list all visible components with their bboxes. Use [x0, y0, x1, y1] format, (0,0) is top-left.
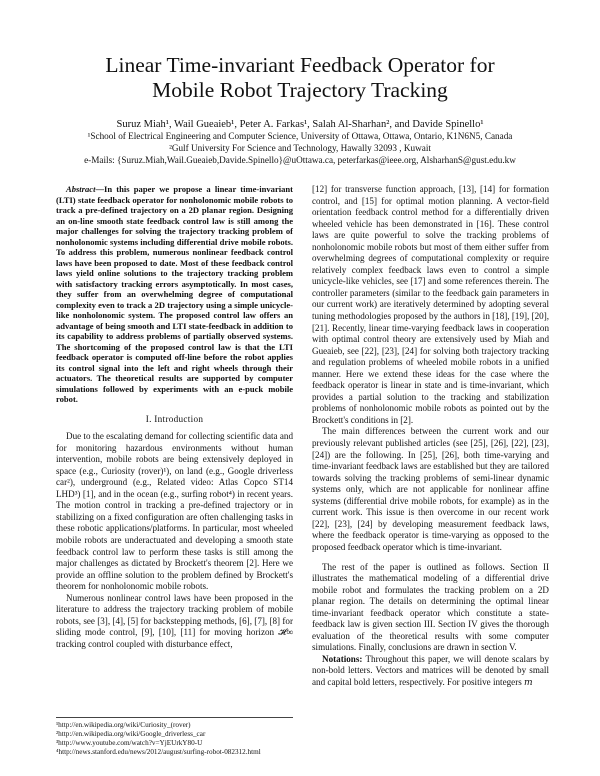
left-column [56, 184, 293, 650]
footnote-2: ²http://en.wikipedia.org/wiki/Google_driverless_car [56, 729, 206, 738]
footnote-1: ¹http://en.wikipedia.org/wiki/Curiosity_(rover) [56, 721, 191, 729]
author-list: Suruz Miah¹, Wail Gueaieb¹, Peter A. Farkas¹, Salah Al-Sharhan², and Davide Spinello¹ [116, 119, 484, 130]
right-paragraph-3: The rest of the paper is outlined as follows. Section II illustrates the mathematical modeling of a differential drive mobile robot and formulates the tracking problem on a 2D planar region. The details on determining the optimal linear time-invariant feedback operator which constitute a state-feedback law is given section III. Section IV gives the thorough evaluation of the theoretical results with some computer simulations. Finally, conclusions are drawn in section V. [312, 561, 549, 653]
affiliation-1: ¹School of Electrical Engineering and Computer Science, University of Ottawa, Ottawa, Ontario, K1N6N5, Canada [87, 131, 513, 141]
title-line-1: Linear Time-invariant Feedback Operator for [105, 53, 495, 77]
right-paragraph-2: The main differences between the current work and our previously relevant published articles (see [25], [26], [22], [23], [24]) are the following. In [25], [26], both time-varying and time-invariant feedback laws are established but they are tailored towards solving the tracking problems of semi-linear dynamic systems only, which are not applicable for nonlinear affine systems (differential drive mobile robots, for example) as in the current work. This issue is then overcome in our recent work [22], [23], [24] by developing measurement feedback laws, where the feedback operator is time-varying as opposed to the proposed feedback operator which is time-invariant. [312, 426, 549, 552]
abstract-lead: Abstract [66, 184, 96, 194]
right-column [312, 184, 549, 689]
intro-paragraph-1: Due to the escalating demand for collecting scientific data and for monitoring hazardous environments without human intervention, mobile robots are being extensively deployed in space (e.g., Curiosity (rover)¹), on land (e.g., Google driverless car²), underground (e.g., Related video: Atlas Copco ST14 LHD³) [1], and in the ocean (e.g., surfing robot⁴) in recent years. The motion control in tracking a pre-defined trajectory or in stabilizing on a fixed configuration are often challenging tasks in these robotic applications/platforms. In particular, most wheeled mobile robots are underactuated and developing a smooth state feedback control law to perform these tasks is still among the major challenges as dictated by Brockett's theorem [2]. Here we provide an offline solution to the problem defined by Brockett's theorem for nonholonomic mobile robots. [56, 431, 294, 592]
paragraph-gap [312, 554, 549, 562]
intro-paragraph-2: Numerous nonlinear control laws have been proposed in the literature to address the trajectory tracking problem of mobile robots, see [3], [4], [5] for backstepping methods, [6], [7], [8] for sliding mode control, [9], [10], [11] for moving horizon 𝓗∞ tracking control coupled with disturbance effect, [56, 592, 293, 649]
affiliation-2: ²Gulf University For Science and Technology, Hawally 32093 , Kuwait [169, 143, 431, 153]
paper-title [0, 53, 600, 103]
footnote-4: ⁴http://news.stanford.edu/news/2012/august/surfing-robot-082312.html [56, 747, 261, 756]
footnotes [56, 717, 293, 757]
footnote-3: ³http://www.youtube.com/watch?v=YjEUrkY80-U [56, 738, 203, 747]
abstract [56, 184, 293, 405]
notations-paragraph [312, 654, 549, 689]
notations-body: Throughout this paper, we will denote scalars by non-bold letters. Vectors and matrices will be denoted by small and capital bold letters, respectively. For positive integers 𝑚 [312, 653, 549, 687]
section-heading-introduction: I. Introduction [145, 413, 204, 424]
right-paragraph-1: [12] for transverse function approach, [13], [14] for formation control, and [15] for optimal motion planning. A vector-field orientation feedback control method for a differentially driven wheeled vehicle has been demonstrated in [16]. These control laws are quite powerful to solve the tracking problems of nonholonomic mobile robots but most of them either suffer from overwhelming degrees of computational complexity or require relatively complex feedback laws even to control a simple unicycle-like vehicles, see [17] and some references therein. The controller parameters (similar to the feedback gain parameters in our current work) are iteratively determined by adopting several tuning methodologies proposed by the authors in [18], [19], [20], [21]. Recently, linear time-varying feedback laws in cooperation with optimal control theory are extensively used by Miah and Gueaieb, see [22], [23], [24] for solving both trajectory tracking and regulation problems of wheeled mobile robots in a unified manner. Here we extend these ideas for the case where the feedback operator is linear in state and is time-invariant, which provides a partial solution to the tracking and stabilization problems of nonholonomic mobile robots as pointed out by the Brockett's conditions in [2]. [312, 184, 549, 425]
title-line-2: Mobile Robot Trajectory Tracking [152, 78, 448, 102]
notations-label: Notations: [322, 653, 363, 664]
author-emails: e-Mails: {Suruz.Miah,Wail.Gueaieb,Davide.Spinello}@uOttawa.ca, peterfarkas@ieee.org, AlsharhanS@gust.edu.kw [84, 155, 516, 165]
abstract-body: —In this paper we propose a linear time-invariant (LTI) state feedback operator for nonholonomic mobile robots to track a pre-defined trajectory on a 2D planar region. Designing an on-line smooth state feedback control law is still among the major challenges for solving the trajectory tracking problem of nonholonomic systems including differential drive mobile robots. To address this problem, numerous nonlinear feedback control laws have been proposed to date. Most of these feedback control laws yield online solutions to the trajectory tracking problem with satisfactory tracking errors asymptotically. In most cases, they suffer from an overwhelming degree of computational complexity even to track a 2D trajectory using a simple unicycle-like nonholonomic system. The proposed control law offers an advantage of being smooth and LTI state-feedback in addition to its capability to address problems of partially observed systems. The shortcoming of the proposed control law is that the LTI feedback operator is computed off-line before the robot applies its control signal into the left and right wheels through their actuators. The theoretical results are supported by computer simulations followed by experiments with an e-puck mobile robot. [56, 184, 293, 404]
